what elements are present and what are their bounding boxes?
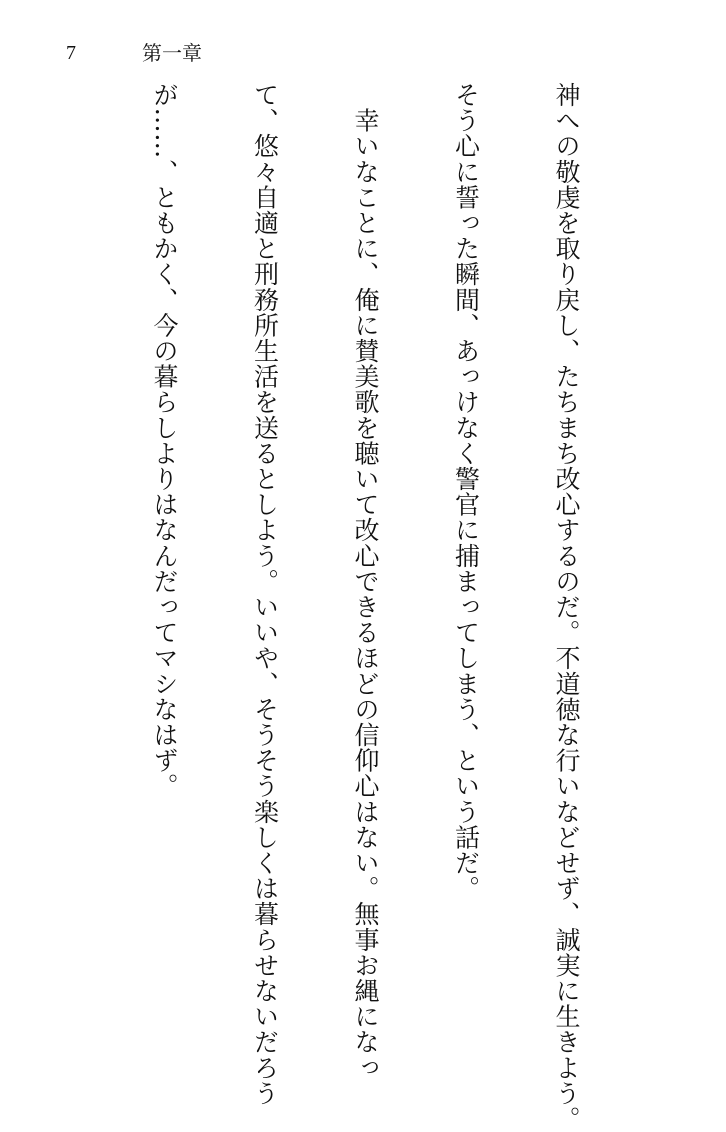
blank-line	[47, 82, 81, 962]
text-line: が……、ともかく、今の暮らしよりはなんだってマシなはず。	[150, 82, 179, 799]
chapter-title: 第一章	[142, 41, 202, 65]
novel-text	[60, 82, 650, 1132]
text-line: 幸いなことに、俺に賛美歌を聴いて改心できるほどの信仰心はない。無事お縄になっ	[351, 82, 380, 1081]
text-line: て、悠々自適と刑務所生活を送るとしよう。いいや、そうそう楽しくは暮らせないだろう	[250, 82, 280, 1106]
text-line: そう心に誓った瞬間、あっけなく警官に捕まってしまう、という話だ。	[451, 82, 481, 902]
page-header	[0, 40, 726, 68]
page-number: 7	[66, 42, 76, 64]
text-line: 神への敬虔を取り戻し、たちまち改心するのだ。不道徳な行いなどせず、誠実に生きよう。	[552, 82, 581, 1132]
